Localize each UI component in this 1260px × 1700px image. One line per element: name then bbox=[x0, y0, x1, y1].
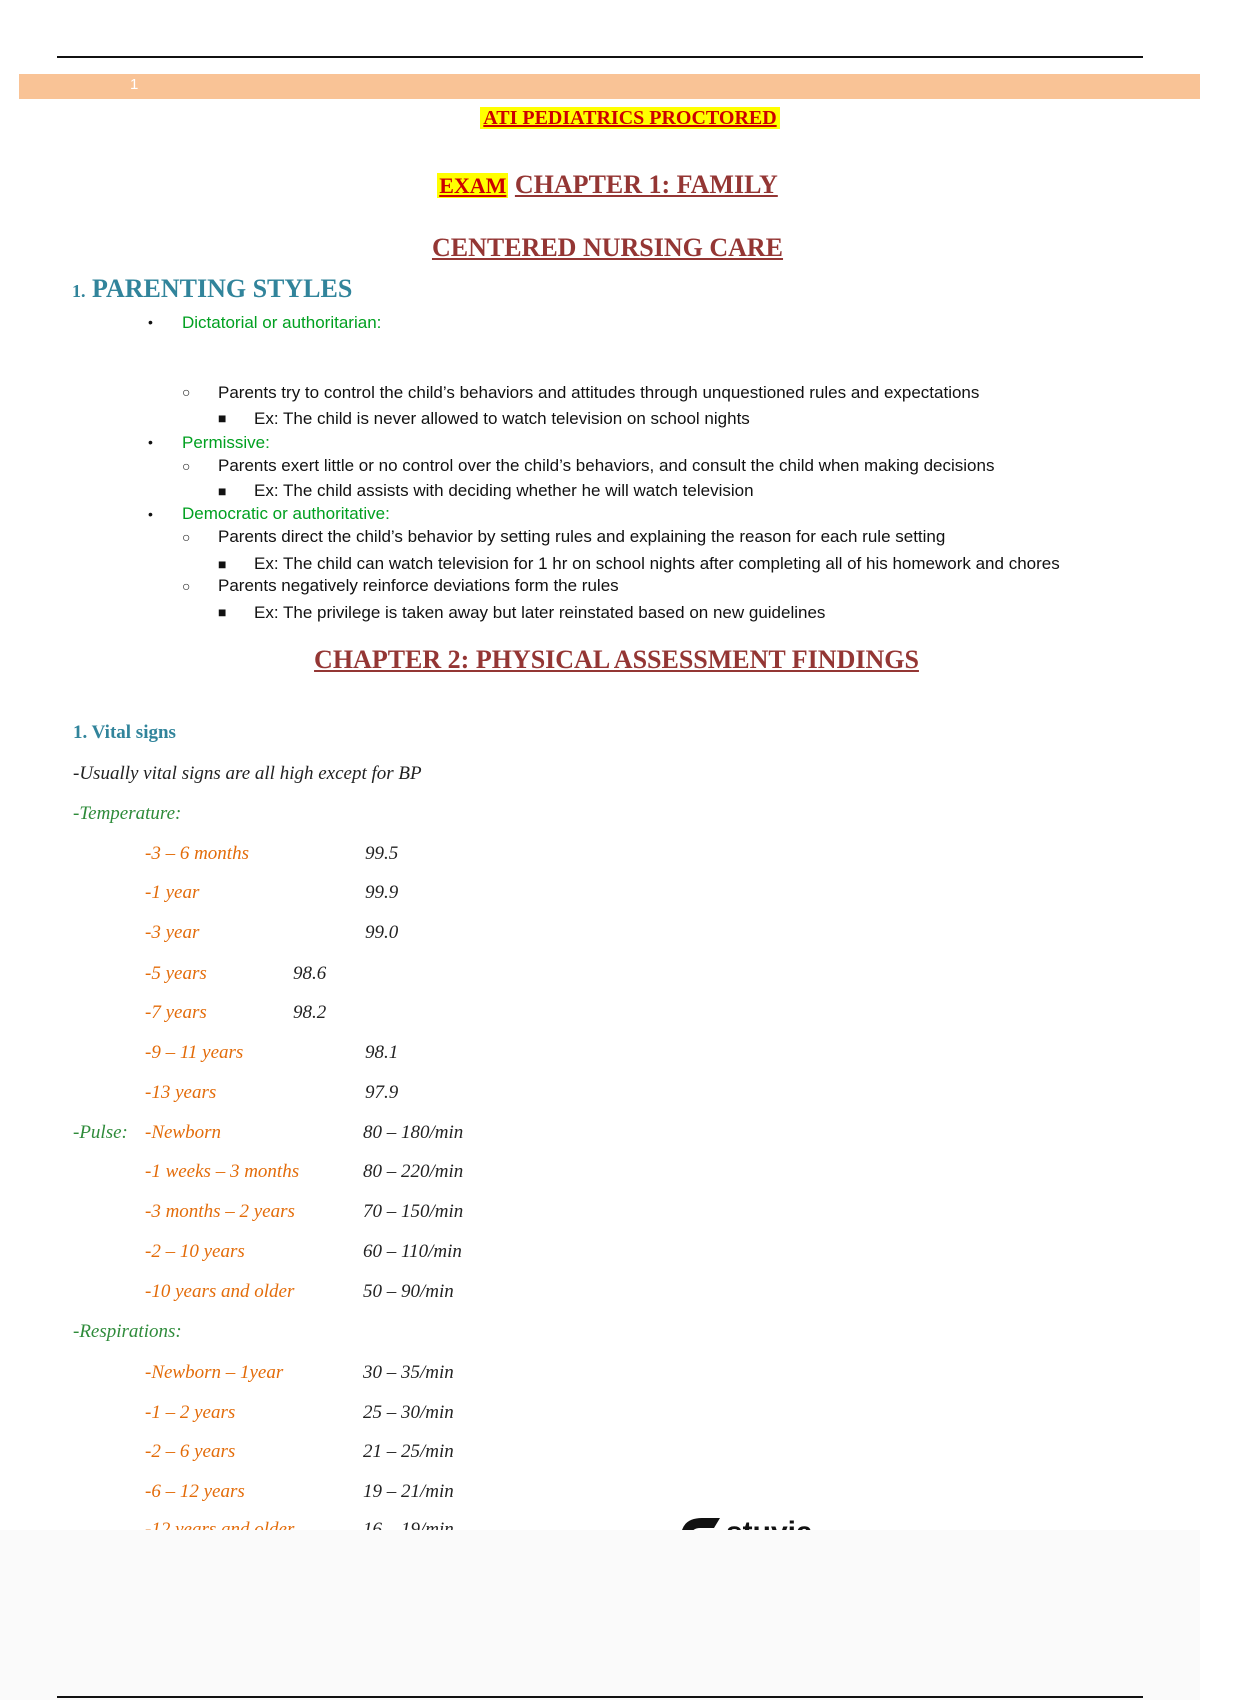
style-name: Permissive: bbox=[182, 433, 270, 452]
temp-age: -3 – 6 months bbox=[145, 843, 249, 864]
style-example: Ex: The child can watch television for 1 hr on school nights after completing all of his homework and chores bbox=[254, 554, 1060, 573]
circle-bullet-icon: ○ bbox=[182, 578, 191, 594]
temp-age: -7 years bbox=[145, 1002, 207, 1023]
resp-value: 19 – 21/min bbox=[363, 1481, 454, 1502]
square-bullet-icon: ■ bbox=[218, 556, 227, 572]
style-description: Parents exert little or no control over the child’s behaviors, and consult the child when making decisions bbox=[218, 456, 995, 475]
chapter2-title: CHAPTER 2: PHYSICAL ASSESSMENT FINDINGS bbox=[314, 645, 919, 674]
style-description: Parents try to control the child’s behaviors and attitudes through unquestioned rules and expectations bbox=[218, 383, 980, 402]
circle-bullet-icon: ○ bbox=[182, 384, 191, 400]
resp-value: 25 – 30/min bbox=[363, 1402, 454, 1423]
top-rule bbox=[57, 56, 1143, 58]
page-number: 1 bbox=[130, 76, 139, 93]
pulse-label: -Pulse: bbox=[73, 1122, 128, 1143]
temp-value: 99.9 bbox=[365, 882, 399, 903]
resp-age: -Newborn – 1year bbox=[145, 1362, 284, 1383]
circle-bullet-icon: ○ bbox=[182, 458, 191, 474]
chapter1-title-line1: EXAM CHAPTER 1: FAMILY bbox=[439, 170, 778, 199]
temp-value: 98.6 bbox=[293, 963, 327, 984]
temp-value: 99.0 bbox=[365, 922, 399, 943]
pulse-value: 60 – 110/min bbox=[363, 1241, 462, 1262]
square-bullet-icon: ■ bbox=[218, 410, 227, 426]
bottom-rule bbox=[57, 1696, 1143, 1698]
page-cutoff-area bbox=[0, 1530, 1200, 1700]
style-name: Democratic or authoritative: bbox=[182, 504, 390, 523]
style-example: Ex: The privilege is taken away but later reinstated based on new guidelines bbox=[254, 603, 826, 622]
temp-value: 97.9 bbox=[365, 1082, 399, 1103]
resp-age: -2 – 6 years bbox=[145, 1441, 236, 1462]
vital-signs-heading: 1. Vital signs bbox=[73, 722, 176, 743]
temp-value: 98.1 bbox=[365, 1042, 399, 1063]
pulse-value: 80 – 180/min bbox=[363, 1122, 464, 1143]
pulse-age: -2 – 10 years bbox=[145, 1241, 245, 1262]
respirations-label: -Respirations: bbox=[73, 1321, 182, 1342]
style-description: Parents negatively reinforce deviations form the rules bbox=[218, 576, 619, 595]
pulse-age: -10 years and older bbox=[145, 1281, 295, 1302]
bullet-dot-icon: • bbox=[148, 314, 153, 330]
pulse-value: 70 – 150/min bbox=[363, 1201, 464, 1222]
pulse-age: -Newborn bbox=[145, 1122, 221, 1143]
style-name: Dictatorial or authoritarian: bbox=[182, 313, 382, 332]
header-band bbox=[19, 74, 1200, 99]
bullet-dot-icon: • bbox=[148, 434, 153, 450]
exam-label: EXAM bbox=[439, 173, 507, 198]
style-description: Parents direct the child’s behavior by setting rules and explaining the reason for each rule setting bbox=[218, 527, 946, 546]
temp-age: -3 year bbox=[145, 922, 200, 943]
temperature-label: -Temperature: bbox=[73, 803, 182, 824]
temp-age: -5 years bbox=[145, 963, 207, 984]
resp-age: -1 – 2 years bbox=[145, 1402, 236, 1423]
pulse-age: -1 weeks – 3 months bbox=[145, 1161, 300, 1182]
temp-age: -9 – 11 years bbox=[145, 1042, 244, 1063]
square-bullet-icon: ■ bbox=[218, 483, 227, 499]
resp-age: -6 – 12 years bbox=[145, 1481, 245, 1502]
pulse-age: -3 months – 2 years bbox=[145, 1201, 295, 1222]
temp-value: 98.2 bbox=[293, 1002, 327, 1023]
circle-bullet-icon: ○ bbox=[182, 529, 191, 545]
vital-signs-note: -Usually vital signs are all high except for BP bbox=[73, 763, 422, 784]
bullet-dot-icon: • bbox=[148, 506, 153, 522]
chapter1-title-line2: CENTERED NURSING CARE bbox=[431, 233, 784, 262]
document-title: ATI PEDIATRICS PROCTORED bbox=[0, 107, 1260, 130]
resp-value: 30 – 35/min bbox=[363, 1362, 454, 1383]
style-example: Ex: The child is never allowed to watch television on school nights bbox=[254, 409, 750, 428]
section-heading-parenting-styles: 1. PARENTING STYLES bbox=[72, 274, 353, 303]
resp-value: 21 – 25/min bbox=[363, 1441, 454, 1462]
temp-age: -13 years bbox=[145, 1082, 217, 1103]
pulse-value: 80 – 220/min bbox=[363, 1161, 464, 1182]
pulse-value: 50 – 90/min bbox=[363, 1281, 454, 1302]
style-example: Ex: The child assists with deciding whether he will watch television bbox=[254, 481, 754, 500]
temp-value: 99.5 bbox=[365, 843, 399, 864]
stuvia-watermark-logo bbox=[680, 1512, 850, 1528]
square-bullet-icon: ■ bbox=[218, 604, 227, 620]
temp-age: -1 year bbox=[145, 882, 200, 903]
